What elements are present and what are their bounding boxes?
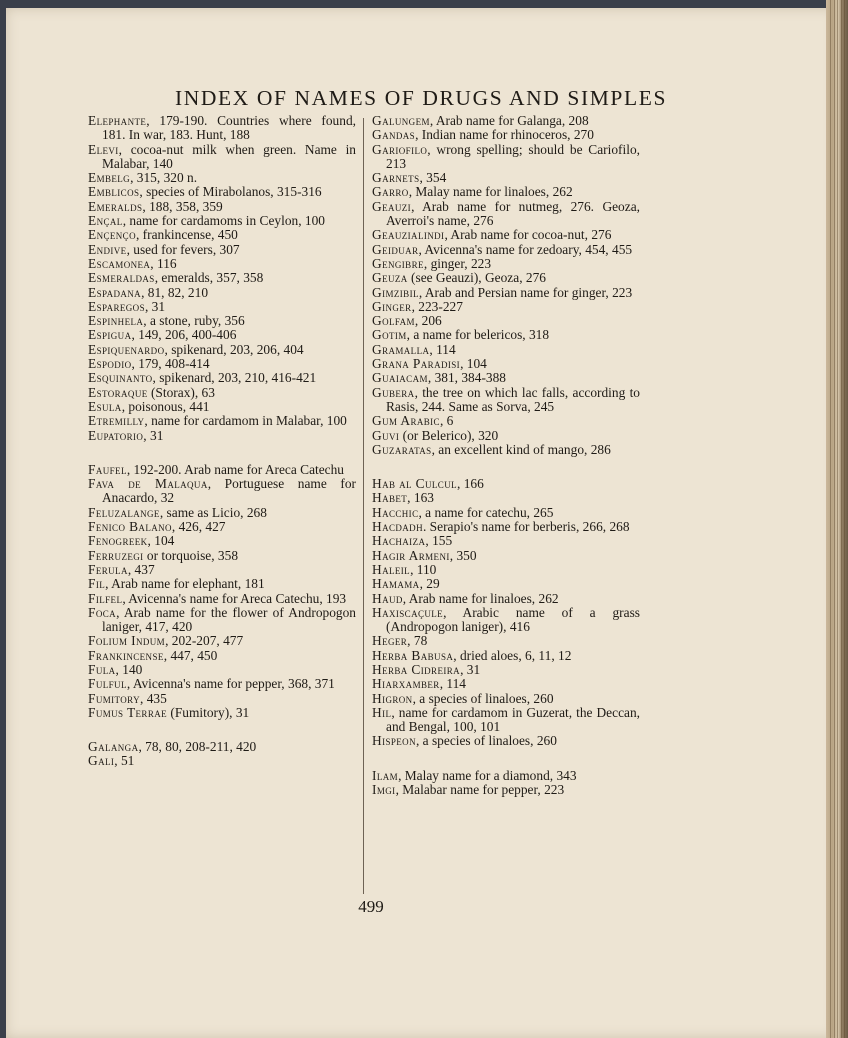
entry-headword: Gengibre: [372, 255, 424, 271]
index-entry: [372, 357, 640, 371]
index-entry: [88, 371, 356, 385]
book-page: [6, 8, 836, 1038]
entry-headword: Filfel: [88, 590, 123, 606]
entry-text: , name for cardamoms in Ceylon, 100: [122, 213, 325, 229]
entry-headword: Escamonea: [88, 255, 151, 271]
entry-text: , 435: [140, 690, 167, 706]
entry-headword: Gramalla: [372, 341, 430, 357]
entry-headword: Foca: [88, 604, 117, 620]
entry-text: , 155: [425, 533, 453, 549]
entry-text: , Arab name for Galanga, 208: [429, 113, 589, 128]
entry-headword: Galanga: [88, 739, 139, 755]
index-entry: [88, 577, 356, 591]
entry-headword: Folium Indum: [88, 633, 166, 649]
entry-text: , Avicenna's name for pepper, 368, 371: [126, 676, 335, 692]
entry-text: (Storax), 63: [147, 384, 215, 400]
entry-text: , 29: [419, 576, 440, 592]
entry-headword: Esparegos: [88, 298, 145, 314]
entry-text: , 188, 358, 359: [142, 198, 223, 214]
entry-text: , Indian name for rhinoceros, 270: [415, 127, 594, 143]
index-entry: [372, 200, 640, 229]
entry-headword: Espadana: [88, 284, 142, 300]
entry-headword: Hispeon: [372, 733, 416, 749]
entry-text: , 381, 384-388: [427, 370, 506, 386]
entry-headword: Esula: [88, 398, 122, 414]
entry-headword: Garnets: [372, 170, 420, 186]
index-entry: [372, 271, 640, 285]
index-entry: [88, 314, 356, 328]
entry-headword: Garro: [372, 184, 409, 200]
entry-text: , spikenard, 203, 206, 404: [164, 341, 304, 357]
index-entry: [372, 257, 640, 271]
entry-text: , name for cardamom in Guzerat, the Deccan, and Bengal, 100, 101: [386, 704, 640, 735]
entry-text: , the tree on which lac falls, according to Rasis, 244. Same as Sorva, 245: [386, 384, 640, 414]
entry-headword: Golfam: [372, 313, 415, 329]
entry-text: , Arabic name of a grass (Andropogon laniger), 416: [386, 604, 640, 635]
index-entry: [88, 185, 356, 199]
index-entry: [372, 114, 640, 128]
entry-headword: Fenico Balano: [88, 519, 172, 535]
index-column-right: [372, 114, 640, 797]
index-entry: [88, 534, 356, 548]
entry-text: , 163: [407, 490, 434, 506]
entry-text: , 315, 320 n.: [130, 170, 198, 186]
entry-text: , a stone, ruby, 356: [143, 313, 245, 329]
entry-headword: Embelg: [88, 170, 131, 186]
index-entry: [88, 740, 356, 754]
entry-text: , 78: [407, 633, 428, 649]
entry-text: , 104: [147, 533, 175, 549]
entry-text: (or Belerico), 320: [399, 427, 499, 443]
entry-text: , Avicenna's name for zedoary, 454, 455: [418, 241, 633, 257]
entry-headword: Imgi: [372, 782, 396, 798]
index-entry: [88, 414, 356, 428]
page-title: INDEX OF NAMES OF DRUGS AND SIMPLES: [174, 86, 668, 111]
entry-text: , a name for belericos, 318: [406, 327, 550, 343]
entry-headword: Espinhela: [88, 313, 144, 329]
entry-text: , 114: [439, 676, 466, 692]
index-entry: [372, 128, 640, 142]
entry-text: , 140: [115, 661, 143, 677]
entry-text: , Malay name for a diamond, 343: [398, 767, 577, 783]
index-entry: [88, 400, 356, 414]
entry-text: , 206: [414, 313, 442, 329]
entry-text: , cocoa-nut milk when green. Name in Malabar, 140: [102, 141, 356, 171]
index-entry: [88, 386, 356, 400]
entry-text: , Arab name for elephant, 181: [105, 576, 265, 592]
entry-headword: Fumus Terrae: [88, 704, 168, 720]
index-entry: [372, 477, 640, 491]
entry-headword: Haud: [372, 590, 403, 606]
entry-headword: Esmeraldas: [88, 270, 155, 286]
entry-text: , emeralds, 357, 358: [154, 270, 264, 286]
entry-headword: Fula: [88, 661, 116, 677]
entry-text: , 426, 427: [171, 519, 226, 535]
entry-text: , Avicenna's name for Areca Catechu, 193: [122, 590, 347, 606]
index-entry: [372, 734, 640, 748]
entry-headword: Hachaiza: [372, 533, 426, 549]
entry-headword: Esquinanto: [88, 370, 153, 386]
entry-headword: Endive: [88, 241, 127, 257]
index-entry: [88, 592, 356, 606]
index-entry: [88, 257, 356, 271]
entry-text: , dried aloes, 6, 11, 12: [453, 647, 572, 663]
entry-text: , Arab name for the flower of Andropogon laniger, 417, 420: [102, 604, 356, 635]
index-entry: [88, 343, 356, 357]
entry-text: , 179-190. Countries where found, 181. In war, 183. Hunt, 188: [102, 113, 356, 143]
entry-text: , a name for catechu, 265: [418, 504, 554, 520]
index-entry: [372, 563, 640, 577]
entry-text: , poisonous, 441: [121, 398, 210, 414]
index-entry: [88, 243, 356, 257]
entry-headword: Gotim: [372, 327, 407, 343]
entry-text: , Arab name for nutmeg, 276. Geoza, Averroi's name, 276: [386, 198, 640, 229]
entry-headword: Ençenço: [88, 227, 136, 243]
entry-headword: Gubera: [372, 384, 415, 400]
index-entry: [372, 171, 640, 185]
index-entry: [88, 649, 356, 663]
entry-text: , name for cardamom in Malabar, 100: [144, 413, 347, 429]
entry-text: , 350: [449, 547, 477, 563]
entry-headword: Emblicos: [88, 184, 140, 200]
page-number: 499: [358, 897, 384, 916]
index-entry: [88, 463, 356, 477]
entry-text: , 31: [143, 427, 164, 443]
entry-text: , 51: [114, 753, 135, 769]
entry-text: , 31: [460, 661, 481, 677]
entry-text: , 110: [410, 561, 437, 577]
entry-headword: Gariofilo: [372, 141, 428, 157]
entry-headword: Ferula: [88, 561, 128, 577]
entry-headword: Ilam: [372, 767, 399, 783]
entry-headword: Espodio: [88, 356, 132, 372]
entry-text: . Serapio's name for berberis, 266, 268: [422, 519, 630, 535]
index-entry: [372, 491, 640, 505]
entry-headword: Galungem: [372, 113, 430, 128]
entry-headword: Espigua: [88, 327, 132, 343]
index-entry: [88, 200, 356, 214]
page-edges: [826, 0, 848, 1038]
index-entry: [372, 506, 640, 520]
entry-headword: Geauzialindi: [372, 227, 445, 243]
entry-text: , a species of linaloes, 260: [415, 733, 557, 749]
index-entry: [88, 328, 356, 342]
entry-text: , Arab and Persian name for ginger, 223: [418, 284, 633, 300]
entry-text: or torquoise, 358: [143, 547, 239, 563]
section-gap: [372, 749, 640, 769]
index-entry: [372, 343, 640, 357]
entry-headword: Espiquenardo: [88, 341, 165, 357]
index-entry: [372, 663, 640, 677]
index-entry: [88, 706, 356, 720]
index-entry: [88, 606, 356, 635]
entry-text: , used for fevers, 307: [126, 241, 240, 257]
entry-headword: Gandas: [372, 127, 416, 143]
entry-headword: Guzaratas: [372, 441, 432, 457]
entry-headword: Hiarxamber: [372, 676, 440, 692]
index-entry: [372, 520, 640, 534]
entry-headword: Hacdadh: [372, 519, 423, 535]
entry-text: (Fumitory), 31: [167, 704, 250, 720]
entry-text: , 114: [429, 341, 456, 357]
index-entry: [88, 506, 356, 520]
entry-text: , same as Licio, 268: [159, 504, 267, 520]
entry-headword: Ençal: [88, 213, 123, 229]
index-entry: [372, 649, 640, 663]
entry-text: , frankincense, 450: [135, 227, 238, 243]
section-gap: [88, 443, 356, 463]
entry-headword: Geiduar: [372, 241, 419, 257]
entry-headword: Estoraque: [88, 384, 148, 400]
entry-headword: Hagir Armeni: [372, 547, 450, 563]
index-column-left: [88, 114, 356, 769]
entry-headword: Geauzi: [372, 198, 412, 214]
entry-headword: Elevi: [88, 141, 119, 157]
entry-headword: Gum Arabic: [372, 413, 440, 429]
entry-headword: Haleil: [372, 561, 411, 577]
index-entry: [88, 663, 356, 677]
entry-headword: Faufel: [88, 461, 127, 477]
entry-text: , 437: [127, 561, 155, 577]
entry-text: , 149, 206, 400-406: [131, 327, 237, 343]
index-entry: [372, 286, 640, 300]
entry-text: , 202-207, 477: [165, 633, 244, 649]
index-entry: [88, 143, 356, 172]
entry-text: (see Geauzi), Geoza, 276: [407, 270, 546, 286]
index-entry: [372, 143, 640, 172]
index-entry: [372, 243, 640, 257]
entry-headword: Hab al Culcul: [372, 476, 457, 492]
index-entry: [88, 563, 356, 577]
entry-text: , 31: [144, 298, 166, 314]
index-entry: [88, 520, 356, 534]
column-divider: [363, 118, 364, 894]
index-entry: [88, 477, 356, 506]
index-entry: [372, 443, 640, 457]
index-entry: [88, 677, 356, 691]
entry-headword: Herba Cidreira: [372, 661, 461, 677]
index-entry: [372, 228, 640, 242]
entry-headword: Eupatorio: [88, 427, 144, 443]
index-entry: [372, 314, 640, 328]
entry-headword: Higron: [372, 690, 413, 706]
entry-text: , Portuguese name for Anacardo, 32: [102, 476, 356, 506]
index-entry: [372, 371, 640, 385]
entry-headword: Habet: [372, 490, 408, 506]
index-entry: [88, 271, 356, 285]
entry-text: , spikenard, 203, 210, 416-421: [152, 370, 317, 386]
index-entry: [88, 171, 356, 185]
entry-text: , 81, 82, 210: [141, 284, 209, 300]
index-entry: [88, 114, 356, 143]
entry-text: , 447, 450: [163, 647, 218, 663]
entry-headword: Hil: [372, 704, 392, 720]
entry-text: , 166: [457, 476, 484, 492]
index-entry: [372, 300, 640, 314]
index-entry: [372, 577, 640, 591]
entry-headword: Grana Paradisi: [372, 356, 461, 372]
entry-text: , 78, 80, 208-211, 420: [138, 739, 257, 755]
entry-headword: Hamama: [372, 576, 420, 592]
entry-text: , ginger, 223: [423, 255, 492, 271]
entry-text: , 104: [460, 356, 487, 372]
entry-text: , 6: [439, 413, 454, 429]
entry-headword: Geuza: [372, 270, 408, 286]
entry-headword: Herba Babusa: [372, 647, 454, 663]
entry-text: , species of Mirabolanos, 315-316: [139, 184, 322, 200]
index-entry: [372, 606, 640, 635]
entry-headword: Fenogreek: [88, 533, 148, 549]
entry-headword: Gali: [88, 753, 115, 769]
index-entry: [372, 783, 640, 797]
index-entry: [88, 300, 356, 314]
section-gap: [372, 457, 640, 477]
index-entry: [372, 185, 640, 199]
entry-headword: Haxiscaçule: [372, 604, 444, 620]
index-entry: [372, 706, 640, 735]
index-entry: [88, 549, 356, 563]
index-entry: [88, 214, 356, 228]
entry-headword: Etremilly: [88, 413, 145, 429]
index-entry: [372, 534, 640, 548]
entry-headword: Fava de Malaqua: [88, 476, 208, 492]
entry-headword: Feluzalange: [88, 504, 160, 520]
entry-text: , Arab name for linaloes, 262: [402, 590, 559, 606]
entry-headword: Elephante: [88, 113, 147, 128]
entry-headword: Hacchic: [372, 504, 419, 520]
index-entry: [372, 549, 640, 563]
entry-text: , wrong spelling; should be Cariofilo, 213: [386, 141, 640, 171]
index-entry: [88, 754, 356, 768]
index-entry: [372, 769, 640, 783]
entry-headword: Ginger: [372, 298, 412, 314]
index-entry: [88, 286, 356, 300]
entry-text: , 354: [419, 170, 447, 186]
index-entry: [88, 228, 356, 242]
entry-headword: Guaiacam: [372, 370, 428, 386]
entry-headword: Heger: [372, 633, 408, 649]
entry-text: , Malay name for linaloes, 262: [408, 184, 573, 200]
entry-text: , 192-200. Arab name for Areca Catechu: [126, 461, 345, 477]
index-entry: [372, 328, 640, 342]
entry-text: , an excellent kind of mango, 286: [431, 441, 611, 457]
index-entry: [372, 634, 640, 648]
entry-headword: Guvi: [372, 427, 400, 443]
entry-headword: Ferruzegi: [88, 547, 144, 563]
entry-headword: Fulful: [88, 676, 127, 692]
index-entry: [372, 414, 640, 428]
index-entry: [88, 357, 356, 371]
index-entry: [372, 592, 640, 606]
entry-text: , 223-227: [411, 298, 463, 314]
section-gap: [88, 720, 356, 740]
index-entry: [372, 429, 640, 443]
entry-text: , 179, 408-414: [131, 356, 210, 372]
entry-headword: Gimzibil: [372, 284, 419, 300]
entry-text: , Malabar name for pepper, 223: [395, 782, 565, 798]
entry-headword: Frankincense: [88, 647, 164, 663]
index-entry: [88, 429, 356, 443]
index-entry: [88, 634, 356, 648]
entry-text: , 116: [150, 255, 177, 271]
index-entry: [372, 386, 640, 415]
index-entry: [372, 677, 640, 691]
entry-text: , a species of linaloes, 260: [412, 690, 554, 706]
index-entry: [372, 692, 640, 706]
entry-text: , Arab name for cocoa-nut, 276: [444, 227, 612, 243]
entry-headword: Emeralds: [88, 198, 143, 214]
entry-headword: Fumitory: [88, 690, 140, 706]
entry-headword: Fil: [88, 576, 106, 592]
index-entry: [88, 692, 356, 706]
